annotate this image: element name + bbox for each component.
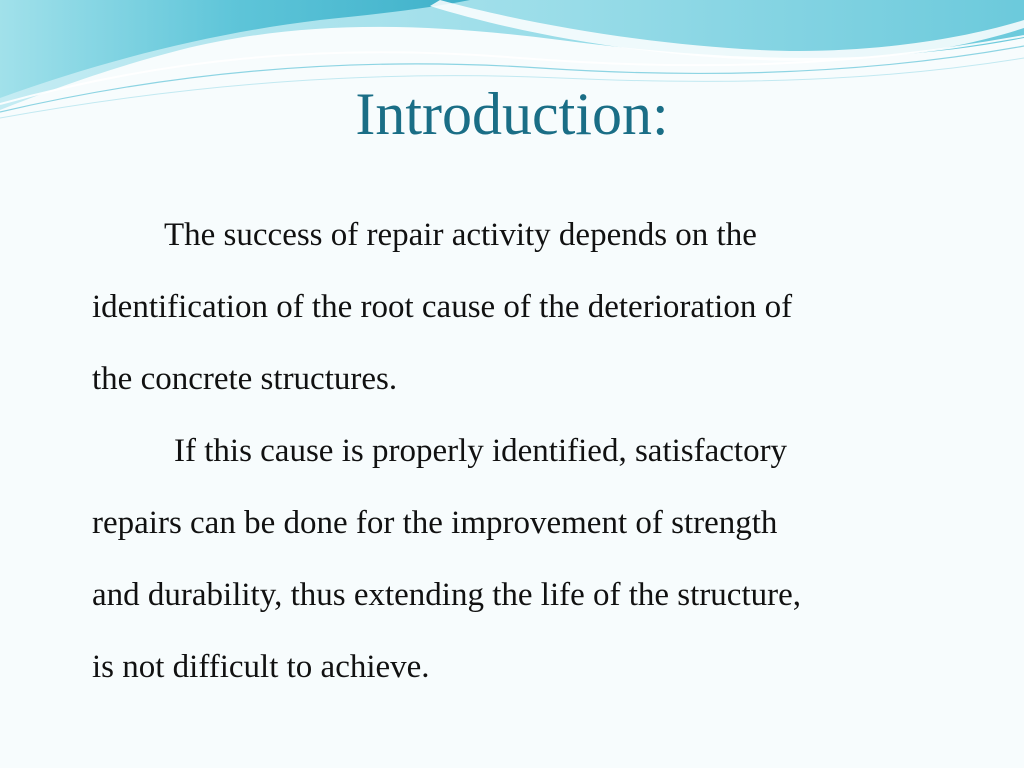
paragraph-2-line-3: and durability, thus extending the life of the structure, [92, 577, 802, 613]
paragraph-1-line-2: identification of the root cause of the deterioration of [92, 289, 793, 325]
paragraph-2-line-2: repairs can be done for the improvement of strength [92, 505, 778, 541]
slide-body [92, 199, 962, 703]
paragraph-1-line-3: the concrete structures. [92, 361, 398, 397]
paragraph-1-line-1: The success of repair activity depends on the [164, 217, 757, 253]
paragraph-2-line-1: If this cause is properly identified, satisfactory [174, 433, 788, 469]
paragraph-2 [92, 415, 962, 703]
paragraph-2-line-4: is not difficult to achieve. [92, 649, 430, 685]
slide-title: Introduction: [355, 81, 669, 147]
paragraph-1 [92, 199, 962, 415]
